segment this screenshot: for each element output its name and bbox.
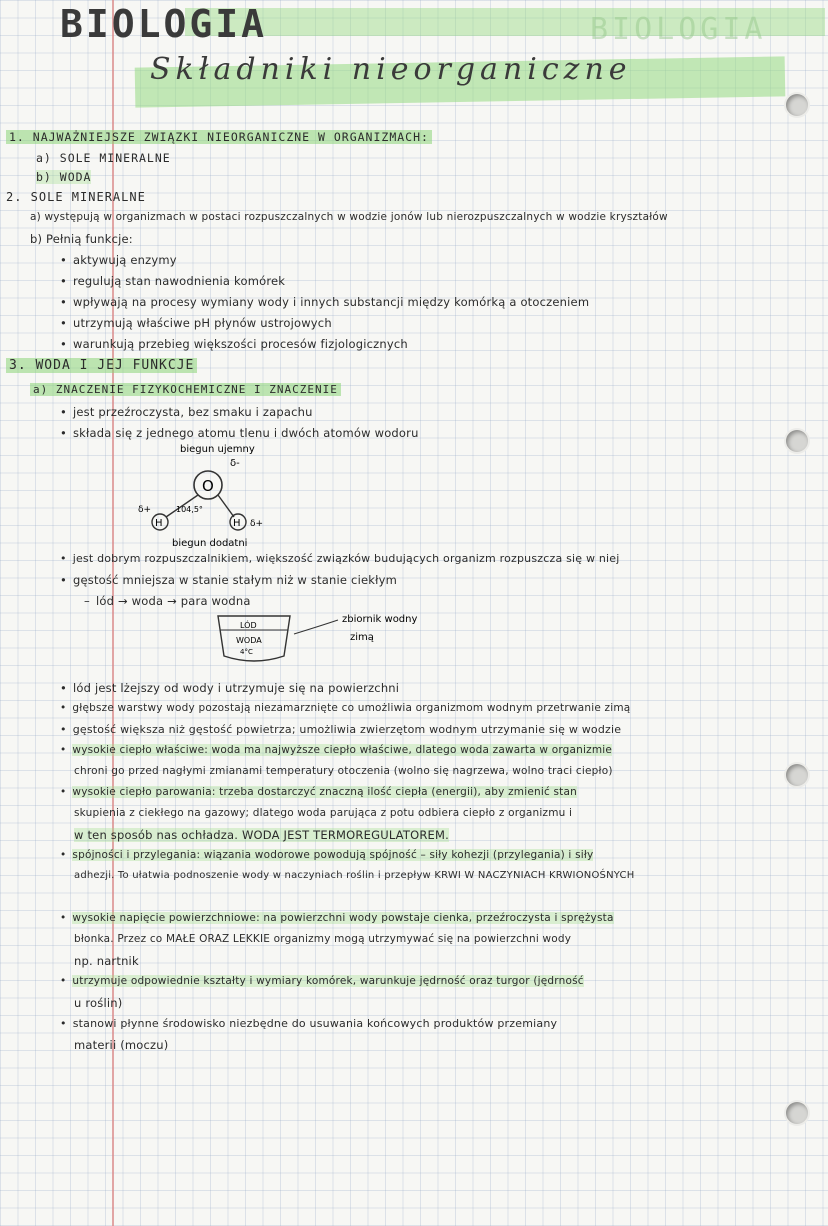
section-3-item-a: a) ZNACZENIE FIZYKOCHEMICZNE I ZNACZENIE — [30, 383, 341, 396]
list-item: • aktywują enzymy — [60, 253, 177, 267]
hydrogen-symbol-right: H — [233, 518, 241, 529]
list-item-continued: błonka. Przez co MAŁE ORAZ LEKKIE organizmy mogą utrzymywać się na powierzchni wody — [74, 933, 572, 945]
lake-diagram — [210, 608, 470, 668]
section-1-item-b: b) WODA — [36, 170, 92, 184]
bond-right — [218, 495, 234, 517]
lake-caption-1: zbiornik wodny — [342, 614, 418, 625]
list-item: • składa się z jednego atomu tlenu i dwóch atomów wodoru — [60, 426, 419, 440]
list-item: • jest przeźroczysta, bez smaku i zapachu — [60, 405, 313, 419]
list-item: • wysokie ciepło właściwe: woda ma najwyższe ciepło właściwe, dlatego woda zawarta w organizmie — [60, 744, 612, 756]
water-molecule-diagram — [120, 440, 300, 550]
section-2-item-a: a) występują w organizmach w postaci rozpuszczalnych w wodzie jonów lub nierozpuszczalnych w wodzie kryształów — [30, 211, 668, 223]
binder-hole — [786, 1102, 808, 1124]
lake-caption-2: zimą — [350, 632, 374, 643]
list-item: • jest dobrym rozpuszczalnikiem, większość związków budujących organizm rozpuszcza się w niej — [60, 552, 620, 565]
page-title: BIOLOGIA — [60, 2, 268, 46]
water-temp-label: 4°C — [240, 648, 253, 656]
list-item: • utrzymuje odpowiednie kształty i wymiary komórek, warunkuje jędrność oraz turgor (jędrność — [60, 975, 584, 987]
list-item: • wysokie ciepło parowania: trzeba dostarczyć znaczną ilość ciepła (energii), aby zmienić stan — [60, 786, 577, 798]
list-item-continued: skupienia z ciekłego na gazowy; dlatego woda parująca z potu odbiera ciepło z organizmu i — [74, 807, 573, 819]
bond-angle-label: 104,5° — [176, 505, 203, 514]
positive-pole-label: biegun dodatni — [172, 538, 248, 549]
section-2-heading: 2. SOLE MINERALNE — [6, 190, 146, 204]
ghost-title: BIOLOGIA — [590, 12, 767, 47]
negative-pole-label: biegun ujemny — [180, 444, 255, 455]
section-1-heading: 1. NAJWAŻNIEJSZE ZWIĄZKI NIEORGANICZNE W ORGANIZMACH: — [6, 130, 432, 144]
list-item: • utrzymują właściwe pH płynów ustrojowych — [60, 316, 332, 330]
list-item-continued: np. nartnik — [74, 954, 139, 968]
section-3-heading: 3. WODA I JEJ FUNKCJE — [6, 358, 197, 373]
list-item-continued: w ten sposób nas ochładza. WODA JEST TERMOREGULATOREM. — [74, 828, 449, 842]
list-item: • lód jest lżejszy od wody i utrzymuje się na powierzchni — [60, 681, 399, 695]
list-item: • regulują stan nawodnienia komórek — [60, 274, 285, 288]
binder-hole — [786, 764, 808, 786]
phase-transition: – lód → woda → para wodna — [84, 594, 251, 608]
list-item: • głębsze warstwy wody pozostają niezamarznięte co umożliwia organizmom wodnym przetrwanie zimą — [60, 702, 630, 714]
list-item-continued: chroni go przed nagłymi zmianami temperatury otoczenia (wolno się nagrzewa, wolno traci ciepło) — [74, 765, 613, 777]
oxygen-symbol: O — [202, 477, 214, 495]
list-item-continued: u roślin) — [74, 996, 123, 1010]
page-subtitle: Składniki nieorganiczne — [150, 52, 632, 87]
oxygen-charge-label: δ- — [230, 458, 240, 469]
water-label: WODA — [236, 636, 262, 645]
list-item: • gęstość większa niż gęstość powietrza; umożliwia zwierzętom wodnym utrzymanie się w wodzie — [60, 723, 621, 736]
binder-hole — [786, 94, 808, 116]
list-item: • wpływają na procesy wymiany wody i innych substancji między komórką a otoczeniem — [60, 295, 589, 309]
hydrogen-symbol-left: H — [155, 518, 163, 529]
list-item: • stanowi płynne środowisko niezbędne do usuwania końcowych produktów przemiany — [60, 1017, 557, 1030]
section-1-item-a: a) SOLE MINERALNE — [36, 151, 171, 165]
ice-label: LÓD — [240, 621, 257, 630]
list-item: • spójności i przylegania: wiązania wodorowe powodują spójność – siły kohezji (przylegania) i siły — [60, 849, 593, 861]
list-item-continued: materii (moczu) — [74, 1038, 169, 1052]
section-2-item-b: b) Pełnią funkcje: — [30, 232, 133, 246]
list-item-continued: adhezji. To ułatwia podnoszenie wody w naczyniach roślin i przepływ KRWI W NACZYNIACH KRWIONOŚNYCH — [74, 870, 635, 881]
hydrogen-charge-left: δ+ — [138, 505, 152, 515]
list-item: • gęstość mniejsza w stanie stałym niż w stanie ciekłym — [60, 573, 397, 587]
hydrogen-charge-right: δ+ — [250, 519, 264, 529]
pointer-arrow — [294, 620, 338, 634]
binder-hole — [786, 430, 808, 452]
list-item: • wysokie napięcie powierzchniowe: na powierzchni wody powstaje cienka, przeźroczysta i sprężysta — [60, 912, 614, 924]
list-item: • warunkują przebieg większości procesów fizjologicznych — [60, 337, 408, 351]
